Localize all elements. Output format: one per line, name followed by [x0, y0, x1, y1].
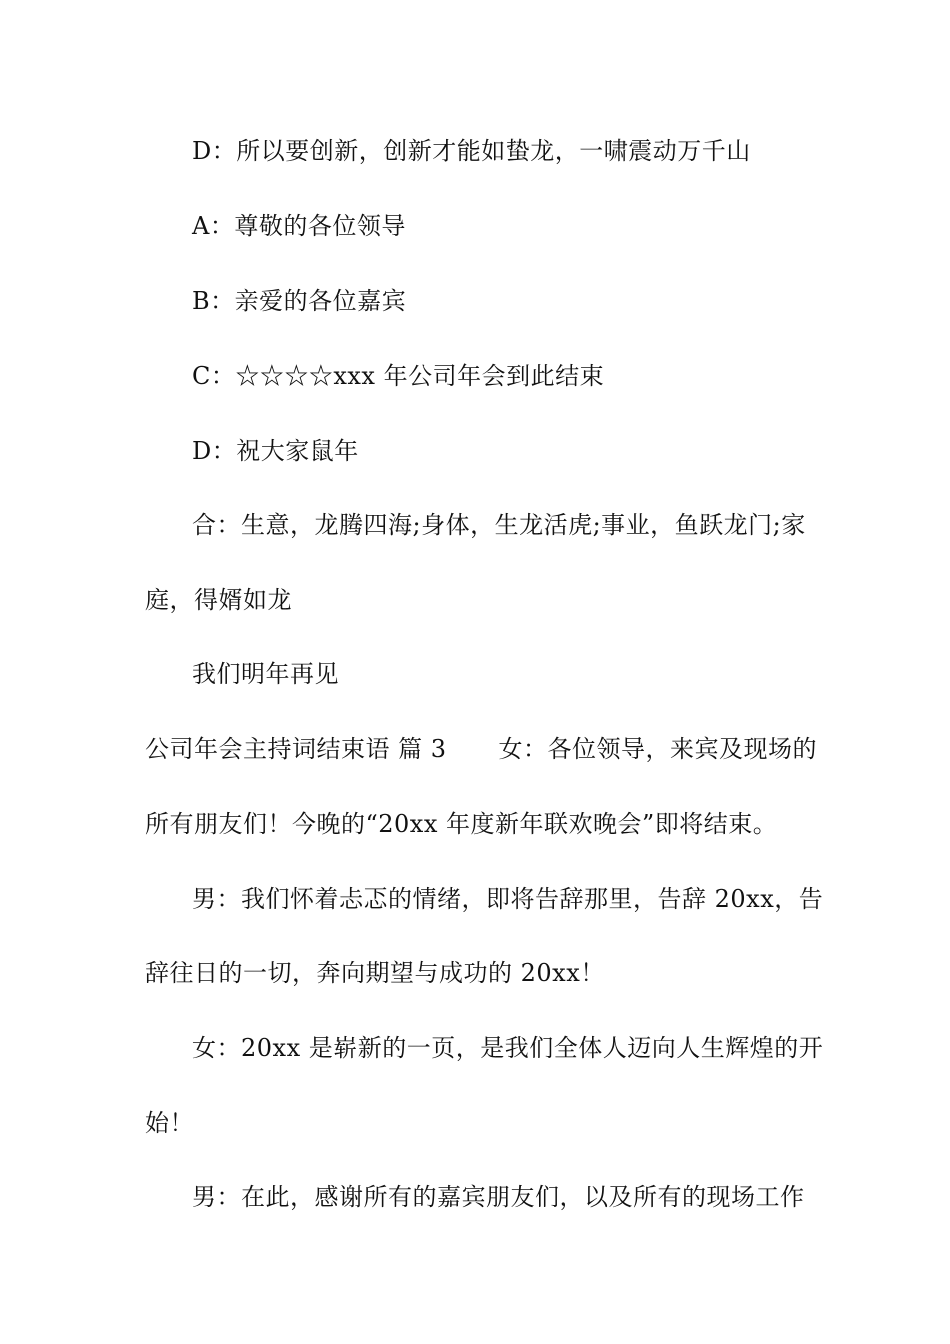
- paragraph-line: 始！: [145, 1109, 194, 1137]
- paragraph-line: A：尊敬的各位领导: [192, 212, 406, 240]
- paragraph-line: C：☆☆☆☆xxx 年公司年会到此结束: [192, 362, 605, 390]
- section-heading-line: [145, 734, 817, 764]
- paragraph-text: 女：各位领导，来宾及现场的: [498, 735, 818, 763]
- paragraph-line: 辞往日的一切，奔向期望与成功的 20xx！: [145, 959, 605, 987]
- paragraph-line: 庭，得婿如龙: [145, 586, 292, 614]
- paragraph-line: 合：生意，龙腾四海;身体，生龙活虎;事业，鱼跃龙门;家: [192, 511, 806, 539]
- paragraph-line: 所有朋友们！今晚的“20xx 年度新年联欢晚会”即将结束。: [145, 810, 778, 838]
- paragraph-line: 女：20xx 是崭新的一页，是我们全体人迈向人生辉煌的开: [192, 1034, 824, 1062]
- section-heading: 公司年会主持词结束语 篇 3: [145, 735, 447, 763]
- paragraph-line: D：祝大家鼠年: [192, 437, 359, 465]
- paragraph-line: D：所以要创新，创新才能如蛰龙，一啸震动万千山: [192, 137, 751, 165]
- paragraph-line: 男：我们怀着忐忑的情绪，即将告辞那里，告辞 20xx，告: [192, 885, 824, 913]
- paragraph-line: B：亲爱的各位嘉宾: [192, 287, 407, 315]
- paragraph-line: 男：在此，感谢所有的嘉宾朋友们，以及所有的现场工作: [192, 1183, 805, 1211]
- paragraph-line: 我们明年再见: [192, 660, 339, 688]
